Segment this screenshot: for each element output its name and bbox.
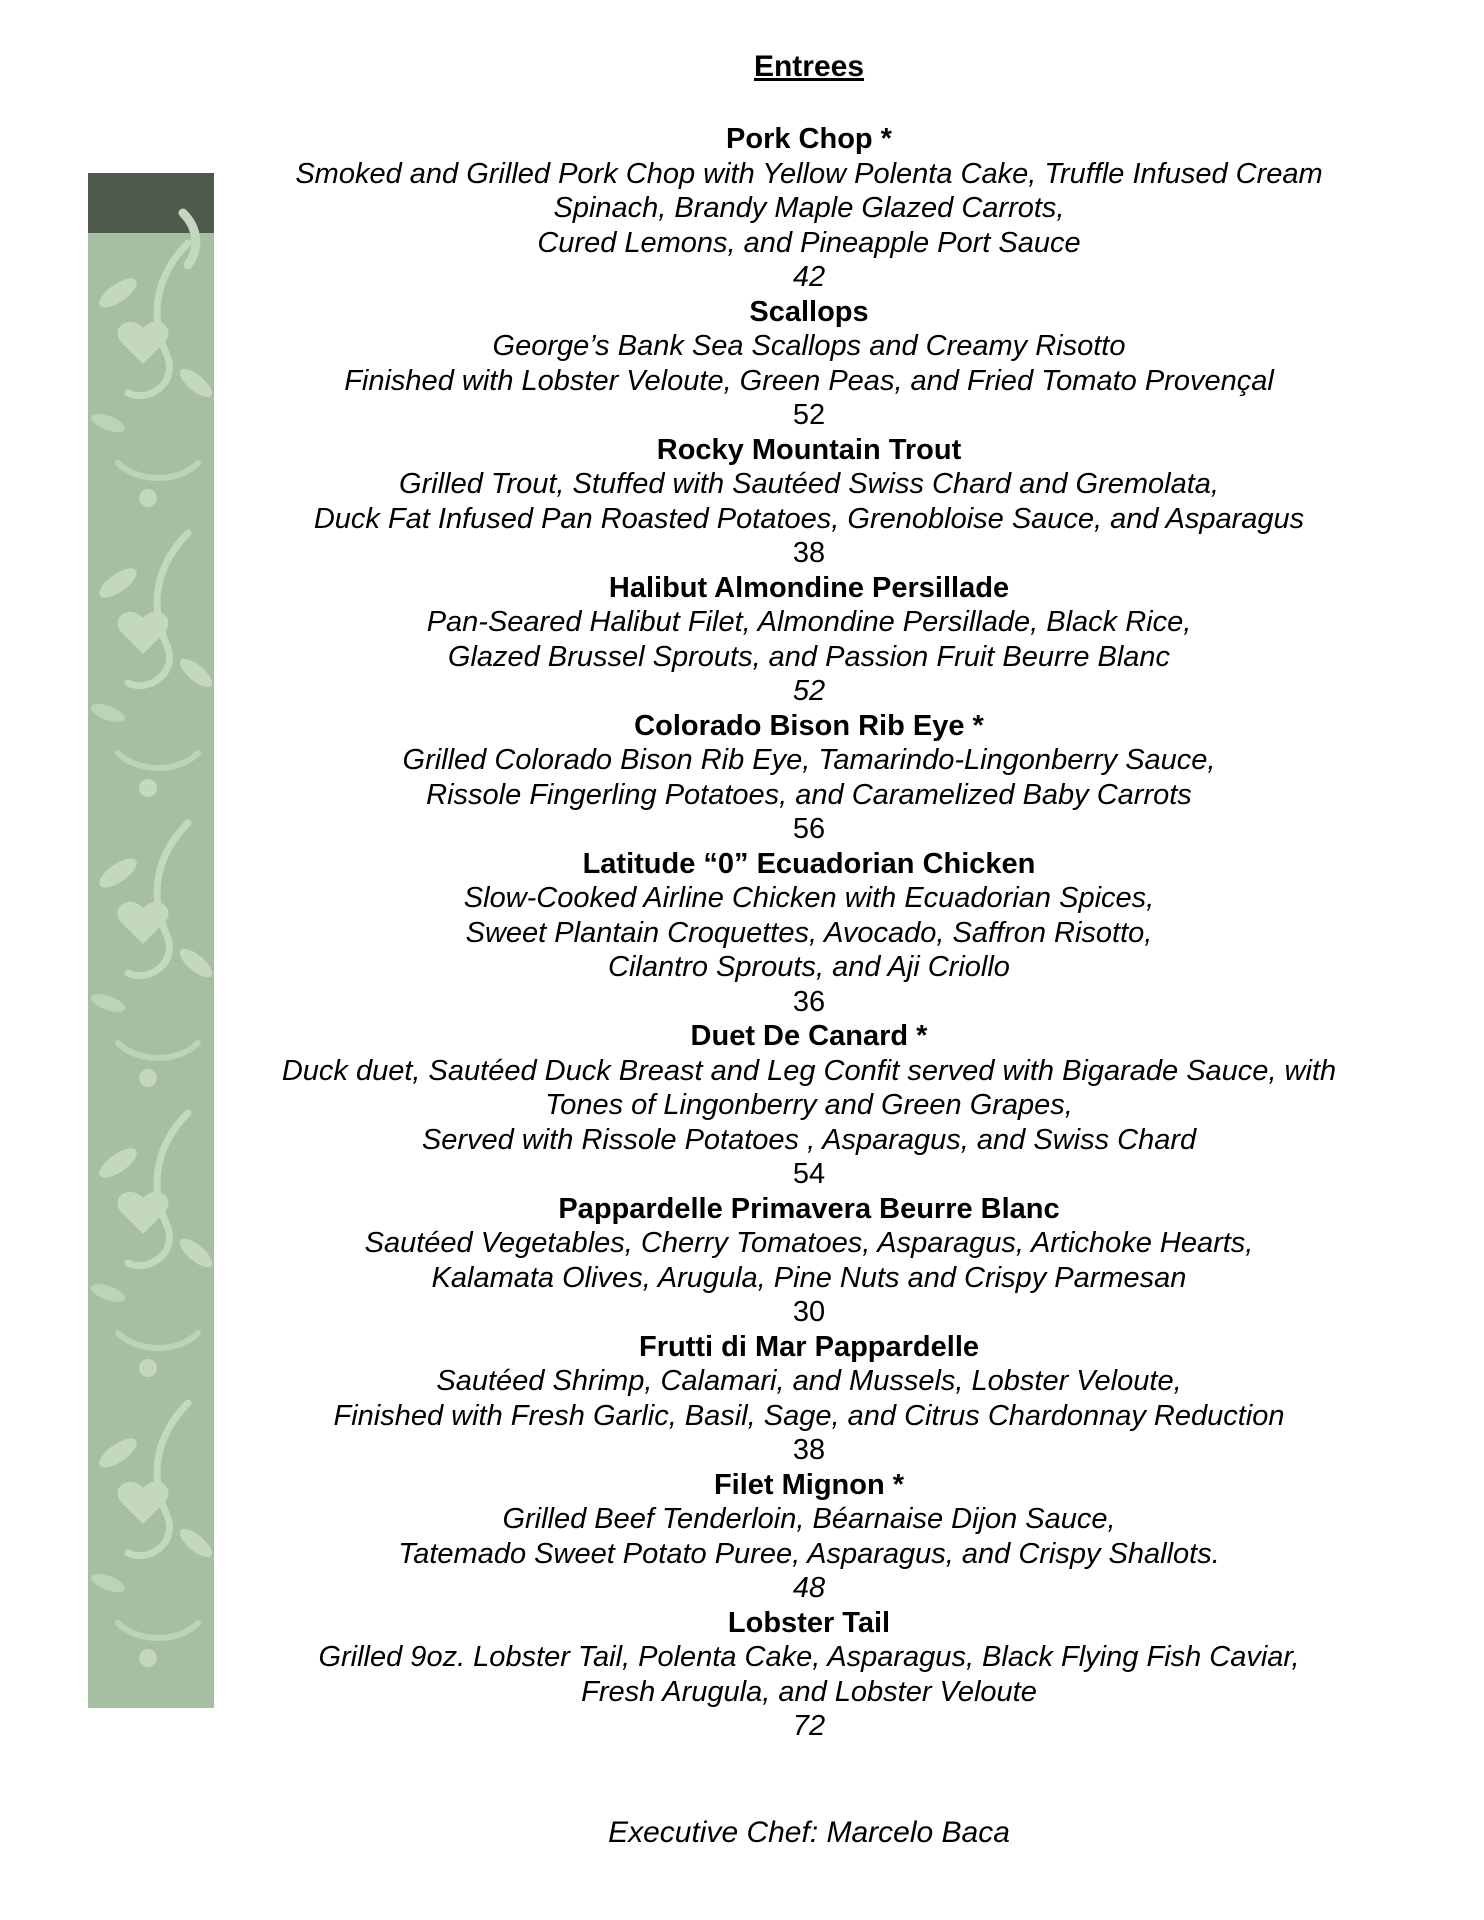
menu-item-description-line: Glazed Brussel Sprouts, and Passion Fruit Beurre Blanc — [447, 640, 1171, 673]
menu-item-description-line: Grilled Beef Tenderloin, Béarnaise Dijon Sauce, — [502, 1503, 1116, 1535]
floral-ornament-icon — [88, 173, 214, 1708]
menu-item-price: 72 — [792, 1710, 826, 1742]
menu-item-description-line: Duck Fat Infused Pan Roasted Potatoes, Grenobloise Sauce, and Asparagus — [313, 502, 1305, 535]
menu-item-description-line: Finished with Lobster Veloute, Green Peas, and Fried Tomato Provençal — [344, 364, 1274, 397]
menu-item-price: 52 — [792, 675, 826, 707]
menu-item — [214, 709, 1404, 847]
menu-item-description-line: Sautéed Vegetables, Cherry Tomatoes, Asparagus, Artichoke Hearts, — [364, 1227, 1254, 1259]
menu-item-list — [214, 122, 1404, 1744]
menu-item-description-line: Duck duet, Sautéed Duck Breast and Leg Confit served with Bigarade Sauce, with — [281, 1054, 1337, 1087]
menu-item-description-line: Fresh Arugula, and Lobster Veloute — [581, 1675, 1037, 1708]
menu-item-name: Filet Mignon * — [713, 1468, 905, 1501]
menu-item — [214, 1019, 1404, 1192]
menu-item-price: 38 — [792, 1434, 826, 1466]
menu-item-description-line: Grilled Colorado Bison Rib Eye, Tamarindo-Lingonberry Sauce, — [402, 744, 1216, 776]
menu-item — [214, 571, 1404, 709]
menu-item-price: 52 — [792, 399, 826, 431]
menu-item-name: Pork Chop * — [726, 123, 892, 155]
menu-item-name: Pappardelle Primavera Beurre Blanc — [558, 1192, 1060, 1225]
menu-item-description-line: Kalamata Olives, Arugula, Pine Nuts and Crispy Parmesan — [431, 1261, 1187, 1294]
menu-item — [214, 433, 1404, 571]
menu-item-name: Frutti di Mar Pappardelle — [639, 1330, 979, 1363]
menu-item-price: 48 — [792, 1572, 826, 1604]
menu-item-description-line: Rissole Fingerling Potatoes, and Caramelized Baby Carrots — [426, 778, 1192, 811]
menu-content — [214, 42, 1404, 1744]
menu-item-name: Latitude “0” Ecuadorian Chicken — [582, 847, 1036, 880]
menu-item-price: 36 — [792, 985, 826, 1018]
menu-item-description-line: Sweet Plantain Croquettes, Avocado, Saffron Risotto, — [465, 916, 1153, 949]
menu-item-description-line: Cured Lemons, and Pineapple Port Sauce — [537, 226, 1081, 259]
menu-item-name: Scallops — [749, 295, 869, 328]
menu-item-name: Halibut Almondine Persillade — [608, 571, 1010, 604]
menu-item — [214, 1468, 1404, 1606]
decorative-side-band — [88, 173, 214, 1708]
menu-item — [214, 295, 1404, 433]
menu-item-description-line: Served with Rissole Potatoes , Asparagus, and Swiss Chard — [421, 1123, 1197, 1156]
menu-item-price: 42 — [792, 261, 826, 293]
menu-item-description-line: Pan-Seared Halibut Filet, Almondine Persillade, Black Rice, — [426, 606, 1192, 638]
menu-item-description-line: Cilantro Sprouts, and Aji Criollo — [608, 951, 1010, 983]
menu-item — [214, 847, 1404, 1020]
menu-item-name: Duet De Canard * — [690, 1020, 928, 1052]
menu-item-description-line: Smoked and Grilled Pork Chop with Yellow Polenta Cake, Truffle Infused Cream — [295, 157, 1323, 190]
menu-item-price: 56 — [792, 813, 826, 845]
chef-credit: Executive Chef: Marcelo Baca — [608, 1816, 1010, 1849]
menu-item-description-line: Grilled 9oz. Lobster Tail, Polenta Cake, Asparagus, Black Flying Fish Caviar, — [318, 1641, 1300, 1673]
menu-item-description-line: Tones of Lingonberry and Green Grapes, — [545, 1089, 1073, 1121]
menu-item-name: Rocky Mountain Trout — [656, 433, 962, 466]
menu-item-description-line: Grilled Trout, Stuffed with Sautéed Swiss Chard and Gremolata, — [399, 468, 1219, 500]
menu-item-description-line: George’s Bank Sea Scallops and Creamy Risotto — [492, 330, 1126, 362]
menu-item-description-line: Finished with Fresh Garlic, Basil, Sage, and Citrus Chardonnay Reduction — [333, 1399, 1285, 1432]
menu-item — [214, 1192, 1404, 1330]
menu-item-description-line: Slow-Cooked Airline Chicken with Ecuadorian Spices, — [463, 882, 1155, 914]
menu-item-name: Colorado Bison Rib Eye * — [634, 709, 984, 742]
menu-item-price: 38 — [792, 537, 826, 569]
menu-item-price: 54 — [792, 1158, 826, 1190]
menu-item-description-line: Spinach, Brandy Maple Glazed Carrots, — [553, 192, 1065, 224]
menu-item — [214, 122, 1404, 295]
menu-item-description-line: Tatemado Sweet Potato Puree, Asparagus, and Crispy Shallots. — [398, 1537, 1220, 1570]
page-title: Entrees — [753, 50, 865, 83]
menu-item-description-line: Sautéed Shrimp, Calamari, and Mussels, Lobster Veloute, — [436, 1365, 1182, 1397]
menu-item-price: 30 — [792, 1296, 826, 1328]
menu-item — [214, 1330, 1404, 1468]
menu-item-name: Lobster Tail — [727, 1606, 891, 1639]
menu-item — [214, 1606, 1404, 1744]
